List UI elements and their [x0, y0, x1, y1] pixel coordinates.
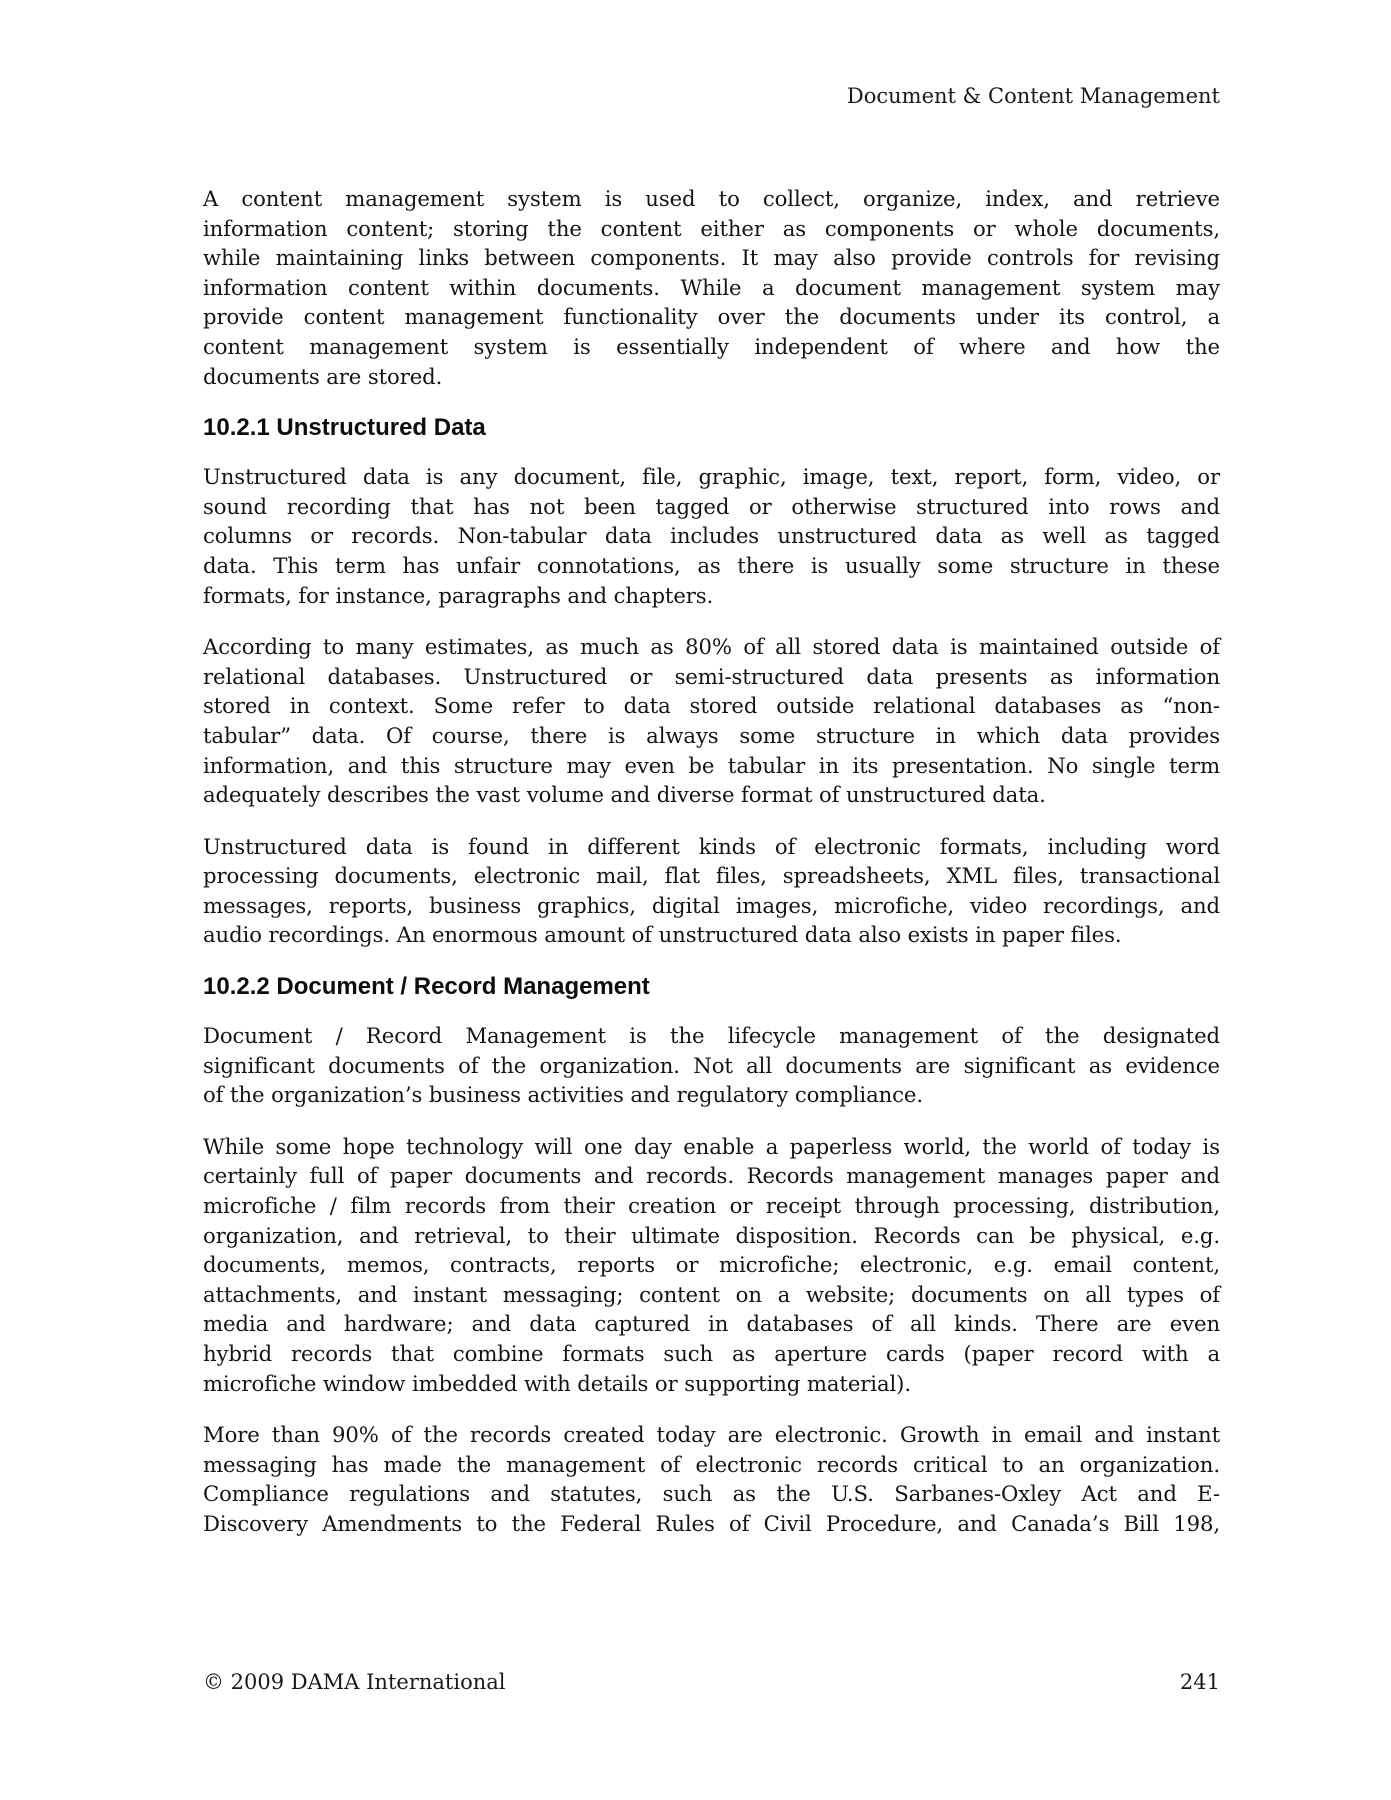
text-line: documents are stored. — [203, 363, 443, 389]
text-line: media and hardware; and data captured in databases of all kinds. There are even — [203, 1311, 1220, 1337]
text-line: tabular” data. Of course, there is always some structure in which data provides — [203, 722, 1220, 748]
text-line: adequately describes the vast volume and diverse format of unstructured data. — [203, 782, 1046, 808]
paragraph-estimates — [203, 632, 1220, 810]
text-line: audio recordings. An enormous amount of unstructured data also exists in paper files. — [203, 922, 1122, 948]
text-line: hybrid records that combine formats such as aperture cards (paper record with a — [203, 1341, 1220, 1366]
paragraph-cms-intro — [203, 184, 1220, 391]
text-line: certainly full of paper documents and records. Records management manages paper and — [203, 1163, 1220, 1189]
text-line: processing documents, electronic mail, flat files, spreadsheets, XML files, transactional — [203, 863, 1220, 889]
text-line: content management system is essentially independent of where and how the — [203, 333, 1220, 359]
text-line: organization, and retrieval, to their ultimate disposition. Records can be physical, e.g. — [203, 1222, 1220, 1248]
text-line: attachments, and instant messaging; content on a website; documents on all types of — [203, 1281, 1220, 1307]
text-line: Unstructured data is any document, file, graphic, image, text, report, form, video, or — [203, 464, 1220, 490]
text-line: while maintaining links between components. It may also provide controls for revising — [203, 245, 1220, 271]
page-number: 241 — [1179, 1670, 1220, 1694]
text-line: information content; storing the content either as components or whole documents, — [203, 215, 1220, 241]
text-line: messages, reports, business graphics, digital images, microfiche, video recordings, and — [203, 892, 1220, 918]
paragraph-record-management-definition — [203, 1021, 1220, 1110]
text-line: provide content management functionality over the documents under its control, a — [203, 304, 1220, 330]
text-line: More than 90% of the records created today are electronic. Growth in email and instant — [203, 1422, 1220, 1448]
text-line: Compliance regulations and statutes, such as the U.S. Sarbanes-Oxley Act and E- — [203, 1481, 1220, 1507]
text-line: significant documents of the organization. Not all documents are significant as evidence — [203, 1052, 1220, 1078]
paragraph-unstructured-definition — [203, 462, 1220, 610]
text-line: relational databases. Unstructured or semi-structured data presents as information — [203, 663, 1220, 689]
text-line: of the organization’s business activities and regulatory compliance. — [203, 1082, 924, 1108]
text-line: information, and this structure may even be tabular in its presentation. No single term — [203, 752, 1220, 778]
copyright-notice: © 2009 DAMA International — [203, 1670, 506, 1694]
text-line: microfiche / film records from their creation or receipt through processing, distribution, — [203, 1193, 1220, 1219]
text-line: sound recording that has not been tagged or otherwise structured into rows and — [203, 493, 1220, 519]
text-line: Unstructured data is found in different kinds of electronic formats, including word — [203, 833, 1220, 859]
text-line: messaging has made the management of electronic records critical to an organization. — [203, 1451, 1220, 1477]
text-line: data. This term has unfair connotations, as there is usually some structure in these — [203, 552, 1220, 578]
paragraph-electronic-formats — [203, 832, 1220, 950]
page-footer — [203, 1668, 1220, 1696]
section-heading-unstructured-data: 10.2.1 Unstructured Data — [203, 414, 486, 442]
text-line: stored in context. Some refer to data stored outside relational databases as “non- — [203, 693, 1220, 719]
text-line: A content management system is used to collect, organize, index, and retrieve — [203, 186, 1220, 211]
page-body — [203, 184, 1220, 1561]
text-line: Document / Record Management is the lifecycle management of the designated — [203, 1023, 1220, 1049]
text-line: According to many estimates, as much as 80% of all stored data is maintained outside of — [203, 634, 1220, 660]
text-line: Discovery Amendments to the Federal Rules of Civil Procedure, and Canada’s Bill 198, — [203, 1510, 1220, 1536]
text-line: columns or records. Non-tabular data includes unstructured data as well as tagged — [203, 523, 1220, 549]
text-line: microfiche window imbedded with details or supporting material). — [203, 1370, 911, 1396]
text-line: information content within documents. While a document management system may — [203, 274, 1220, 300]
text-line: While some hope technology will one day enable a paperless world, the world of today is — [203, 1133, 1220, 1159]
running-header: Document & Content Management — [846, 84, 1220, 108]
paragraph-paperless-world — [203, 1132, 1220, 1398]
text-line: formats, for instance, paragraphs and chapters. — [203, 582, 714, 608]
paragraph-electronic-records — [203, 1420, 1220, 1538]
text-line: documents, memos, contracts, reports or microfiche; electronic, e.g. email content, — [203, 1252, 1220, 1278]
section-heading-document-record-management: 10.2.2 Document / Record Management — [203, 973, 650, 1001]
